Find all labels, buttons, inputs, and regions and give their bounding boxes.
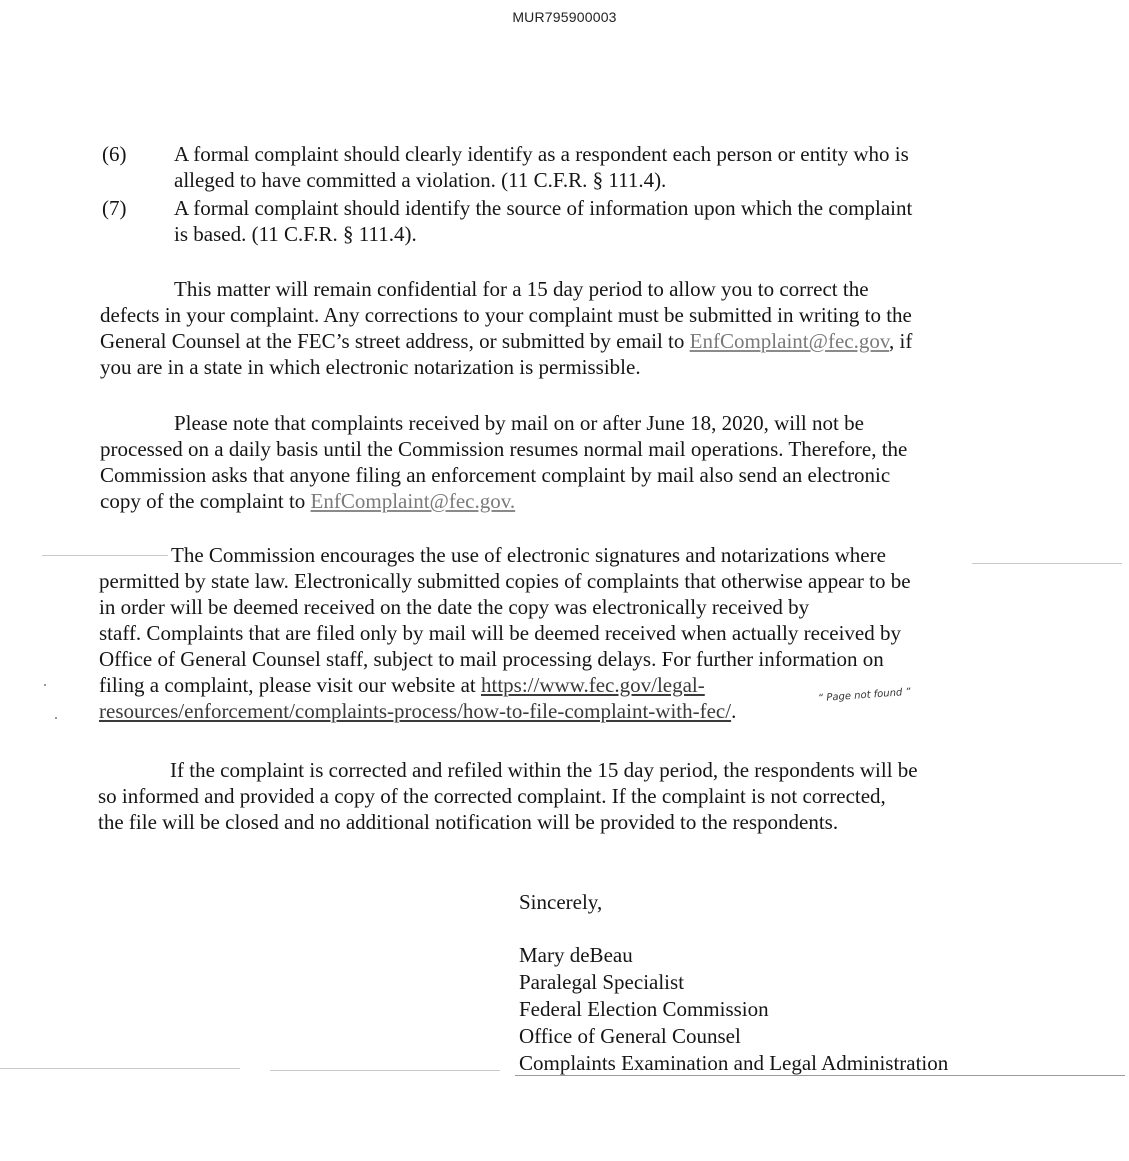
paragraph-line: Please note that complaints received by mail on or after June 18, 2020, will not be [174, 411, 864, 435]
scan-artifact-rule [0, 1068, 240, 1069]
paragraph-line: Commission asks that anyone filing an enforcement complaint by mail also send an electronic [100, 463, 891, 487]
document-id: MUR795900003 [512, 9, 617, 25]
list-text [174, 195, 1012, 247]
paragraph-line: filing a complaint, please visit our website at https://www.fec.gov/legal- [99, 673, 705, 697]
paragraph-line: resources/enforcement/complaints-process/how-to-file-complaint-with-fec/. [99, 699, 737, 723]
signer-division: Complaints Examination and Legal Administration [519, 1051, 949, 1075]
paragraph-line: you are in a state in which electronic notarization is permissible. [100, 355, 641, 379]
signer-title: Paralegal Specialist [519, 970, 685, 994]
signer-office: Office of General Counsel [519, 1024, 741, 1048]
scan-speck [55, 717, 57, 719]
website-link-continued[interactable]: resources/enforcement/complaints-process/how-to-file-complaint-with-fec/ [99, 699, 732, 723]
scan-artifact-rule [515, 1075, 1125, 1076]
list-number: (6) [102, 142, 127, 166]
paragraph-line: Office of General Counsel staff, subject to mail processing delays. For further information on [99, 647, 884, 671]
paragraph-line: so informed and provided a copy of the corrected complaint. If the complaint is not corrected, [98, 784, 886, 808]
closing-salutation: Sincerely, [519, 890, 603, 914]
list-line: alleged to have committed a violation. (11 C.F.R. § 111.4). [174, 168, 667, 192]
closing [519, 889, 1079, 915]
signer-name: Mary deBeau [519, 943, 633, 967]
email-link[interactable]: EnfComplaint@fec.gov. [310, 489, 516, 513]
refile-paragraph [98, 757, 1018, 835]
list-line: is based. (11 C.F.R. § 111.4). [174, 222, 417, 246]
paragraph-line: The Commission encourages the use of electronic signatures and notarizations where [171, 543, 886, 567]
paragraph-line: the file will be closed and no additional notification will be provided to the respondents. [98, 810, 839, 834]
paragraph-line: copy of the complaint to EnfComplaint@fec.gov. [100, 489, 516, 513]
paragraph-line: defects in your complaint. Any corrections to your complaint must be submitted in writing to the [100, 303, 912, 327]
list-text [174, 141, 1012, 193]
scan-speck [44, 684, 46, 686]
list-number: (7) [102, 196, 127, 220]
list-item [102, 195, 1012, 249]
list-line: A formal complaint should clearly identify as a respondent each person or entity who is [174, 142, 909, 166]
handwritten-annotation: “ Page not found ” [817, 686, 912, 705]
scan-artifact-rule [270, 1070, 500, 1071]
paragraph-line: permitted by state law. Electronically submitted copies of complaints that otherwise appear to be [99, 569, 911, 593]
paragraph-line: processed on a daily basis until the Commission resumes normal mail operations. Therefore, the [100, 437, 908, 461]
mail-notice-paragraph [100, 410, 1020, 514]
paragraph-line: in order will be deemed received on the date the copy was electronically received by [99, 595, 810, 619]
paragraph-line: If the complaint is corrected and refiled within the 15 day period, the respondents will be [170, 758, 918, 782]
paragraph-line: This matter will remain confidential for a 15 day period to allow you to correct the [174, 277, 869, 301]
signature-block [519, 942, 1079, 1077]
list-line: A formal complaint should identify the source of information upon which the complaint [174, 196, 913, 220]
paragraph-line: General Counsel at the FEC’s street address, or submitted by email to EnfComplaint@fec.gov, if [100, 329, 913, 353]
website-link[interactable]: https://www.fec.gov/legal- [481, 673, 705, 697]
confidentiality-paragraph [100, 276, 1020, 380]
signer-agency: Federal Election Commission [519, 997, 769, 1021]
email-link[interactable]: EnfComplaint@fec.gov [689, 329, 889, 353]
paragraph-line: staff. Complaints that are filed only by mail will be deemed received when actually received by [99, 621, 901, 645]
list-item [102, 141, 1012, 195]
